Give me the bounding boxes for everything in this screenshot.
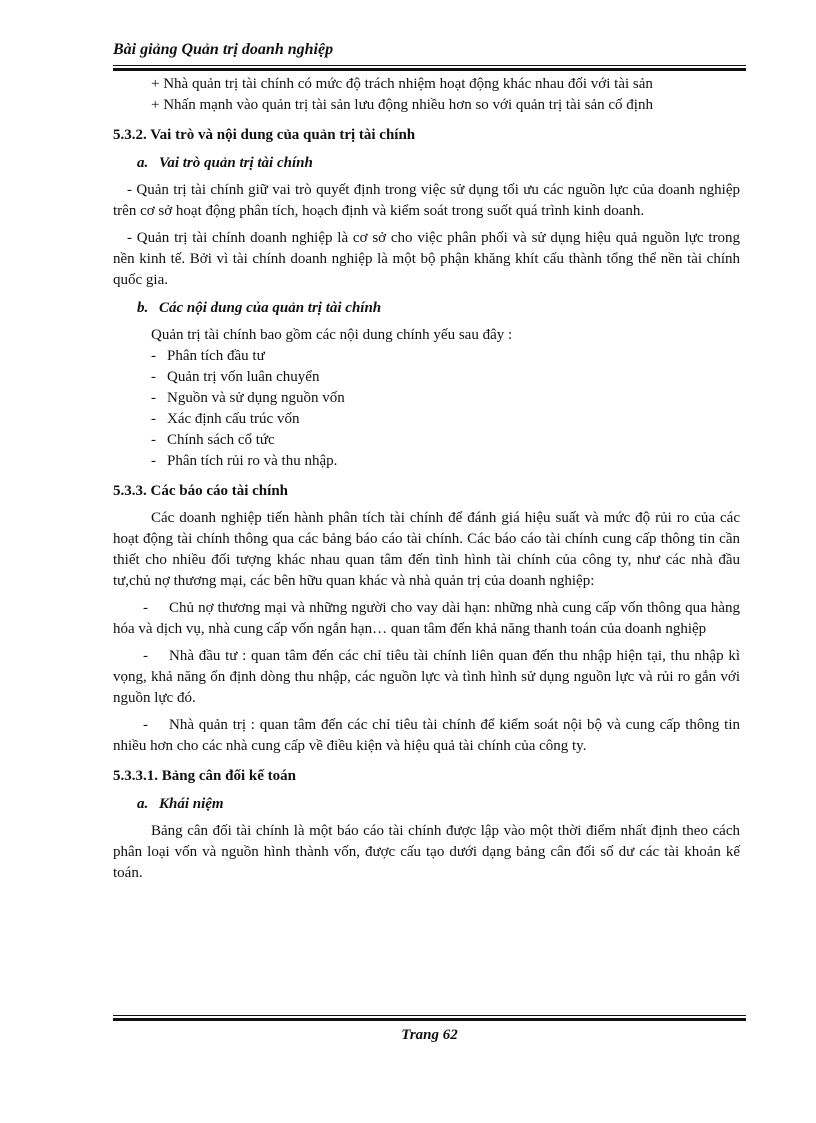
subsection-heading-concept — [113, 794, 740, 815]
subsection-label: a. — [137, 155, 149, 171]
footer-rule-thin — [113, 1015, 746, 1016]
paragraph-role-1: - Quản trị tài chính giữ vai trò quyết định trong việc sử dụng tối ưu các nguồn lực của doanh nghiệp trên cơ sở hoạt động phân tích, hoạch định và kiểm soát trong suốt quá trình kinh doanh. — [113, 182, 740, 219]
content-list-intro: Quản trị tài chính bao gồm các nội dung chính yếu sau đây : — [151, 327, 513, 343]
subsection-title: Vai trò quản trị tài chính — [159, 155, 313, 171]
section-heading-5331: 5.3.3.1. Bảng cân đối kế toán — [113, 768, 296, 784]
document-header-title: Bài giảng Quản trị doanh nghiệp — [113, 41, 334, 58]
paragraph-balance-sheet: Bảng cân đối tài chính là một báo cáo tài chính được lập vào một thời điểm nhất định theo cách phân loại vốn và nguồn hình thành vốn, được cấu tạo dưới dạng bảng cân đối số dư các tài khoản kế toán. — [113, 823, 740, 881]
stakeholder-managers: - Nhà quản trị : quan tâm đến các chỉ tiêu tài chính để kiểm soát nội bộ và cung cấp thông tin nhiều hơn cho các nhà cung cấp về điều kiện và hiệu quả tài chính của công ty. — [113, 717, 740, 754]
subsection-label: a. — [137, 796, 149, 812]
subsection-heading-a — [113, 153, 740, 174]
page-content — [113, 74, 740, 884]
paragraph-financial-reports: Các doanh nghiệp tiến hành phân tích tài chính để đánh giá hiệu suất và mức độ rủi ro của các hoạt động tài chính thông qua các bảng báo cáo tài chính. Các báo cáo tài chính cung cấp thông tin cần thiết cho nhiều đối tượng khác nhau quan tâm đến tình hình tài chính của công ty, như các nhà đầu tư,chủ nợ thương mại, các bên hữu quan khác và nhà quản trị của doanh nghiệp: — [113, 510, 740, 589]
section-heading-532: 5.3.2. Vai trò và nội dung của quản trị tài chính — [113, 127, 416, 143]
list-item: - Quản trị vốn luân chuyển — [151, 369, 320, 385]
section-heading-533: 5.3.3. Các báo cáo tài chính — [113, 483, 289, 499]
subsection-label: b. — [137, 300, 149, 316]
intro-line-2: + Nhấn mạnh vào quản trị tài sản lưu động nhiều hơn so với quản trị tài sản cố định — [151, 97, 653, 113]
list-item: - Nguồn và sử dụng nguồn vốn — [151, 390, 345, 406]
footer-rule-thick — [113, 1018, 746, 1021]
header-rule-thin — [113, 65, 746, 66]
stakeholder-investors: - Nhà đầu tư : quan tâm đến các chỉ tiêu tài chính liên quan đến thu nhập hiện tại, thu nhập kì vọng, khả năng ổn định dòng thu nhập, các nguồn lực và tình hình sử dụng nguồn lực và rủi ro gắn với nguồn lực đó. — [113, 648, 740, 706]
header-rule-thick — [113, 68, 746, 71]
paragraph-role-2: - Quản trị tài chính doanh nghiệp là cơ sở cho việc phân phối và sử dụng hiệu quả nguồn lực trong nền kinh tế. Bởi vì tài chính doanh nghiệp là một bộ phận khăng khít cấu thành tổng thể nền tài chính quốc gia. — [113, 230, 740, 288]
page-number: Trang 62 — [401, 1027, 458, 1043]
list-item: - Phân tích rủi ro và thu nhập. — [151, 453, 338, 469]
list-item: - Phân tích đầu tư — [151, 348, 265, 364]
stakeholder-creditors: - Chủ nợ thương mại và những người cho vay dài hạn: những nhà cung cấp vốn thông qua hàng hóa và dịch vụ, nhà cung cấp vốn ngắn hạn… quan tâm đến khả năng thanh toán của doanh nghiệp — [113, 600, 740, 637]
list-item: - Chính sách cổ tức — [151, 432, 275, 448]
intro-line-1: + Nhà quản trị tài chính có mức độ trách nhiệm hoạt động khác nhau đối với tài sản — [151, 76, 653, 92]
subsection-heading-b — [113, 298, 740, 319]
subsection-title: Các nội dung của quản trị tài chính — [159, 300, 382, 316]
list-item: - Xác định cấu trúc vốn — [151, 411, 300, 427]
content-list — [113, 346, 740, 472]
subsection-title: Khái niệm — [159, 796, 224, 812]
